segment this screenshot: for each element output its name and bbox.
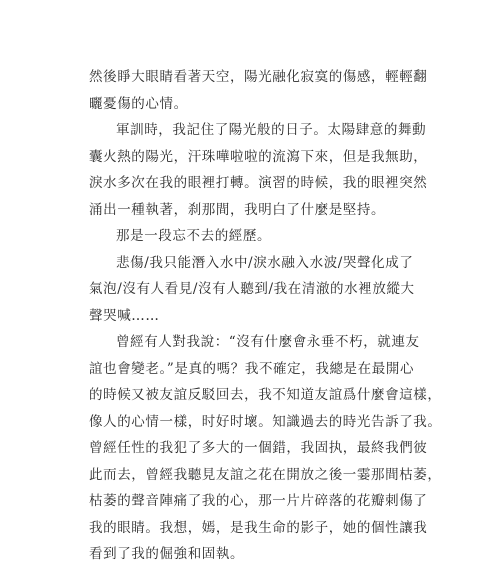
text-line: 淚水多次在我的眼裡打轉。演習的時候，我的眼裡突然 xyxy=(89,175,428,191)
text-line: 像人的心情一樣，时好时壞。知識過去的時光告訴了我。 xyxy=(89,413,442,430)
text-line: 氣泡/沒有人看見/沒有人聽到/我在清澈的水裡放縱大 xyxy=(89,281,415,297)
text-line: 誼也會變老。”是真的嗎？我不確定，我總是在最開心 xyxy=(89,360,415,377)
text-line: 涌出一種執著，刹那間，我明白了什麼是堅持。 xyxy=(89,201,386,218)
text-line: 軍訓時，我記住了陽光般的日子。太陽肆意的舞動 xyxy=(116,122,427,138)
text-line: 那是一段忘不去的經歷。 xyxy=(116,228,272,244)
text-line: 聲哭喊…… xyxy=(89,307,160,324)
text-line: 悲傷/我只能潛入水中/淚水融入水波/哭聲化成了 xyxy=(116,254,414,271)
text-line: 的時候又被友誼反駁回去，我不知道友誼爲什麼會這樣， xyxy=(89,387,442,403)
text-line: 我的眼睛。我想，嫣，是我生命的影子，她的個性讓我 xyxy=(89,519,428,536)
text-line: 曬憂傷的心情。 xyxy=(89,95,188,112)
text-line: 此而去，曾經我聽見友誼之花在開放之後一霎那間枯萎， xyxy=(89,466,442,483)
text-line: 看到了我的倔強和固執。 xyxy=(89,546,245,562)
text-line: 枯萎的聲音陣痛了我的心，那一片片碎落的花瓣刺傷了 xyxy=(89,493,428,509)
article-text xyxy=(89,64,442,568)
text-line: 然後睜大眼睛看著天空，陽光融化寂寞的傷感，輕輕翻 xyxy=(89,69,428,85)
text-line: 囊火熱的陽光，汗珠嘩啦啦的流瀉下來，但是我無助， xyxy=(89,148,428,165)
text-line: 曾經有人對我說：“沒有什麼會永垂不朽，就連友 xyxy=(116,334,420,350)
text-line: 曾經任性的我犯了多大的一個錯，我固执，最終我們彼 xyxy=(89,440,428,456)
